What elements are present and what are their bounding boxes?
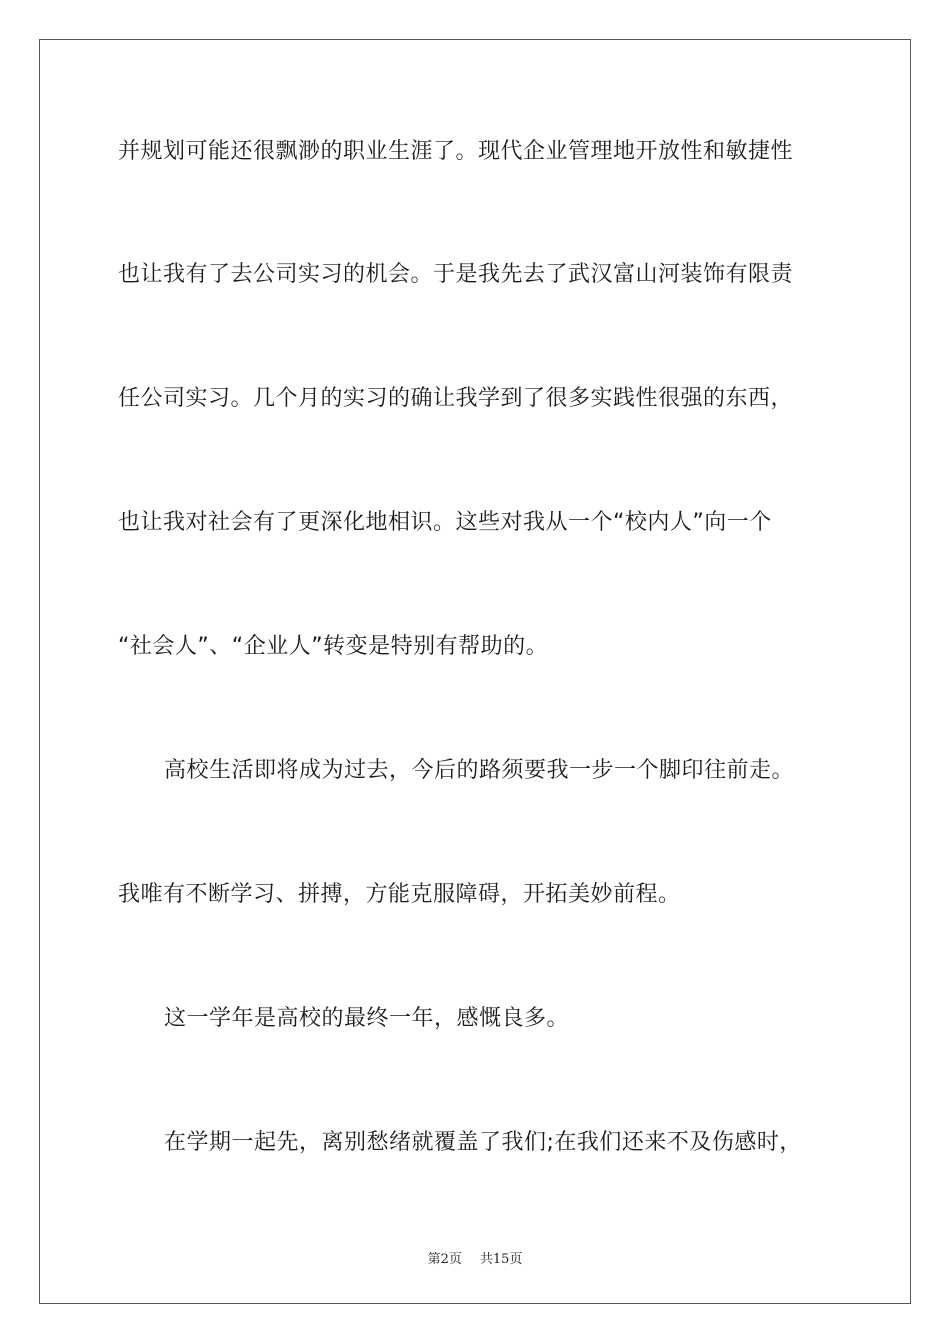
page-footer	[0, 1248, 950, 1267]
paragraph-line-5: “社会人”、“企业人”转变是特别有帮助的。	[118, 634, 549, 659]
paragraph-line-6: 高校生活即将成为过去，今后的路须要我一步一个脚印往前走。	[164, 758, 795, 783]
paragraph-line-2: 也让我有了去公司实习的机会。于是我先去了武汉富山河装饰有限责	[118, 262, 794, 287]
paragraph-line-3: 任公司实习。几个月的实习的确让我学到了很多实践性很强的东西，	[118, 386, 794, 411]
paragraph-line-1: 并规划可能还很飘渺的职业生涯了。现代企业管理地开放性和敏捷性	[118, 139, 794, 164]
paragraph-line-4: 也让我对社会有了更深化地相识。这些对我从一个“校内人”向一个	[118, 510, 772, 535]
paragraph-line-7: 我唯有不断学习、拼搏，方能克服障碍，开拓美妙前程。	[118, 882, 681, 907]
page-border	[39, 39, 911, 1304]
page-number: 第2页	[427, 1252, 462, 1267]
paragraph-line-9: 在学期一起先，离别愁绪就覆盖了我们;在我们还来不及伤感时，	[164, 1130, 802, 1155]
page-total: 共15页	[479, 1252, 523, 1267]
paragraph-line-8: 这一学年是高校的最终一年，感慨良多。	[164, 1006, 570, 1031]
